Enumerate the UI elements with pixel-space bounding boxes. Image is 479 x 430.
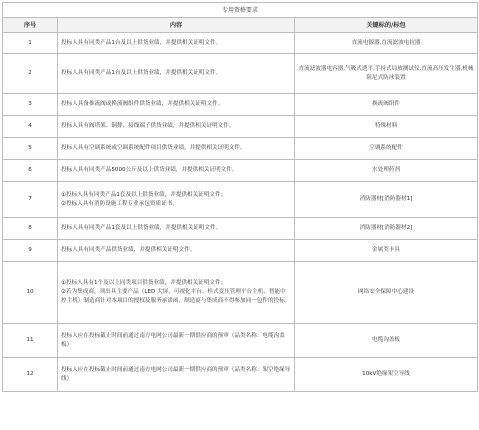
requirements-table (2, 2, 478, 392)
content-line: ①投标人具有1个及以上同类项目供货业绩，并提供相关证明文件； (61, 280, 227, 286)
row-number: 4 (3, 116, 58, 138)
row-content (58, 262, 295, 324)
row-number: 11 (3, 324, 58, 358)
row-keyword: 电缆沟盖板 (295, 324, 478, 358)
table-row (3, 262, 478, 324)
table-row (3, 94, 478, 116)
row-content (58, 138, 295, 160)
table-row (3, 182, 478, 218)
row-content (58, 240, 295, 262)
row-number: 8 (3, 218, 58, 240)
row-keyword: 直流滤波器电容器,气吸式透平,手持式局放测试仪,直流高压发生器,机械阻尼式防冰装置 (295, 54, 478, 94)
table-row (3, 33, 478, 54)
content-line: 投标人具有空调系统或空调系统配件项目供货业绩，并提供相关证明文件。 (61, 145, 246, 151)
table-header-row (3, 18, 478, 33)
row-keyword: 网络安全保障中心建设 (295, 262, 478, 324)
content-line: 投标人具有同类产品1台及以上供货业绩，并提供相关证明文件。 (61, 70, 222, 76)
table-row (3, 324, 478, 358)
table-row (3, 358, 478, 392)
row-number: 5 (3, 138, 58, 160)
content-line: 投标人具有同类产品5000公斤及以上供货业绩，并提供相关证明文件。 (61, 167, 238, 173)
table-row (3, 160, 478, 182)
row-keyword: 10kV绝缘架空导线 (295, 358, 478, 392)
row-number: 6 (3, 160, 58, 182)
row-number: 3 (3, 94, 58, 116)
table-row (3, 138, 478, 160)
row-keyword: 换流阀组件 (295, 94, 478, 116)
row-content (58, 116, 295, 138)
row-content (58, 218, 295, 240)
row-content (58, 358, 295, 392)
table-row (3, 116, 478, 138)
row-content (58, 182, 295, 218)
row-keyword: 消防器材[消防器材1] (295, 182, 478, 218)
row-content (58, 94, 295, 116)
content-line: 投标人应在投标截止时间前通过南方电网公司最新一期供应商的预审（品类名称：架空绝缘导线） (61, 366, 291, 382)
content-line: 投标人具有阀塔架、铜排、接线端子供货业绩，并提供相关证明文件。 (61, 123, 235, 129)
row-number: 1 (3, 33, 58, 54)
table-row (3, 240, 478, 262)
content-line: 投标人具有同类产品1台及以上供货业绩，并提供相关证明文件。 (61, 39, 222, 46)
header-keyword: 关键标的/标包 (295, 18, 478, 33)
row-keyword: 空调系统配件 (295, 138, 478, 160)
row-content (58, 33, 295, 54)
content-line: 投标人具有同类产品供货业绩，并提供相关证明文件。 (61, 247, 196, 253)
row-number: 10 (3, 262, 58, 324)
content-line: 投标人具备推流阀或换流阀组件供货业绩，并提供相关证明文件。 (61, 101, 224, 107)
header-content: 内容 (58, 18, 295, 33)
row-content (58, 160, 295, 182)
row-content (58, 324, 295, 358)
content-line: ①投标人具有同类产品1套及以上供货业绩，并提供相关证明文件； (61, 191, 227, 198)
row-keyword: 特殊材料 (295, 116, 478, 138)
header-no: 序号 (3, 18, 58, 33)
row-keyword: 直流电源器,直流滤波电抗器 (295, 33, 478, 54)
row-number: 2 (3, 54, 58, 94)
content-line: ②投标人具有消防设施工程专业承包资质证书。 (61, 200, 178, 207)
content-line: ②若为集成商，须出具主要产品（LED 大屏、可视化平台、桂式变压管理平台主机、智能中控主机）制造商针对本项目的授权及服务承诺函，制造商与集成商不得参加同一包件的投标。 (61, 289, 291, 304)
table-row (3, 54, 478, 94)
row-number: 12 (3, 358, 58, 392)
row-number: 9 (3, 240, 58, 262)
content-line: 投标人具有同类产品1套及以上供货业绩，并提供相关证明文件。 (61, 225, 222, 231)
row-keyword: 消防器材[消防器材2] (295, 218, 478, 240)
row-keyword: 水处理药剂 (295, 160, 478, 182)
row-content (58, 54, 295, 94)
row-number: 7 (3, 182, 58, 218)
table-row (3, 218, 478, 240)
table-title: 专用资格要求 (3, 3, 478, 18)
content-line: 投标人应在投标截止时间前通过南方电网公司最新一期供应商的预审（品类名称：电缆沟盖板） (61, 332, 285, 348)
row-keyword: 金属类卡具 (295, 240, 478, 262)
